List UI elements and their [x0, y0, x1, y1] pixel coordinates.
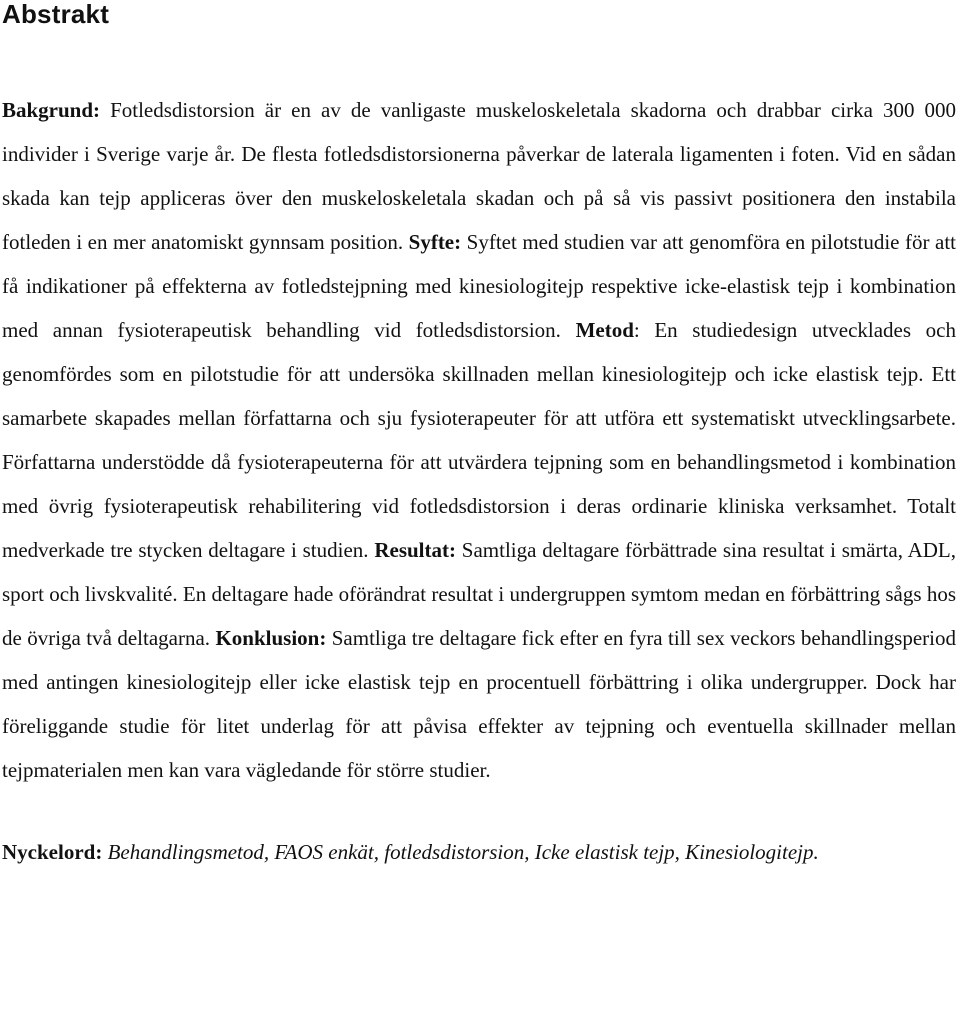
text-konklusion: Samtliga tre deltagare fick efter en fyra till sex veckors behandlingsperiod med antingen kinesiologitejp eller icke elastisk tejp en procentuell förbättring i olika undergrupper. Dock har föreliggande studie för litet underlag för att påvisa effekter av tejpning och eventuella skillnader mellan tejpmaterialen men kan vara vägledande för större studier.	[2, 626, 957, 782]
label-konklusion: Konklusion:	[215, 626, 327, 650]
label-metod: Metod	[575, 318, 634, 342]
document-page	[2, 0, 956, 872]
label-nyckelord: Nyckelord:	[2, 840, 103, 864]
text-nyckelord: Behandlingsmetod, FAOS enkät, fotledsdistorsion, Icke elastisk tejp, Kinesiologitejp.	[102, 840, 819, 864]
text-syfte: Syftet med studien var att genomföra en pilotstudie för att få indikationer på effekterna av fotledstejpning med kinesiologitejp respektive icke-elastisk tejp i kombination med annan fysioterapeutisk behandling vid fotledsdistorsion.	[2, 230, 956, 342]
text-bakgrund: Fotledsdistorsion är en av de vanligaste muskeloskeletala skadorna och drabbar cirka 300 000 individer i Sverige varje år. De flesta fotledsdistorsionerna påverkar de laterala ligamenten i foten. Vid en sådan skada kan tejp appliceras över den muskeloskeletala skadan och på så vis passivt positionera den instabila fotleden i en mer anatomiskt gynnsam position.	[2, 98, 956, 254]
abstract-paragraph	[2, 88, 956, 792]
label-resultat: Resultat:	[374, 538, 456, 562]
text-resultat: Samtliga deltagare förbättrade sina resultat i smärta, ADL, sport och livskvalité. En deltagare hade oförändrat resultat i undergruppen symtom medan en förbättring sågs hos de övriga två deltagarna.	[2, 538, 956, 650]
heading-abstrakt: Abstrakt	[2, 0, 110, 29]
label-bakgrund: Bakgrund:	[2, 98, 101, 122]
label-syfte: Syfte:	[408, 230, 462, 254]
keywords-paragraph	[2, 832, 956, 872]
text-metod: : En studiedesign utvecklades och genomfördes som en pilotstudie för att undersöka skillnaden mellan kinesiologitejp och icke elastisk tejp. Ett samarbete skapades mellan författarna och sju fysioterapeuter för att utföra ett systematiskt utvecklingsarbete. Författarna understödde då fysioterapeuterna för att utvärdera tejpning som en behandlingsmetod i kombination med övrig fysioterapeutisk rehabilitering vid fotledsdistorsion i deras ordinarie kliniska verksamhet. Totalt medverkade tre stycken deltagare i studien.	[2, 318, 956, 562]
